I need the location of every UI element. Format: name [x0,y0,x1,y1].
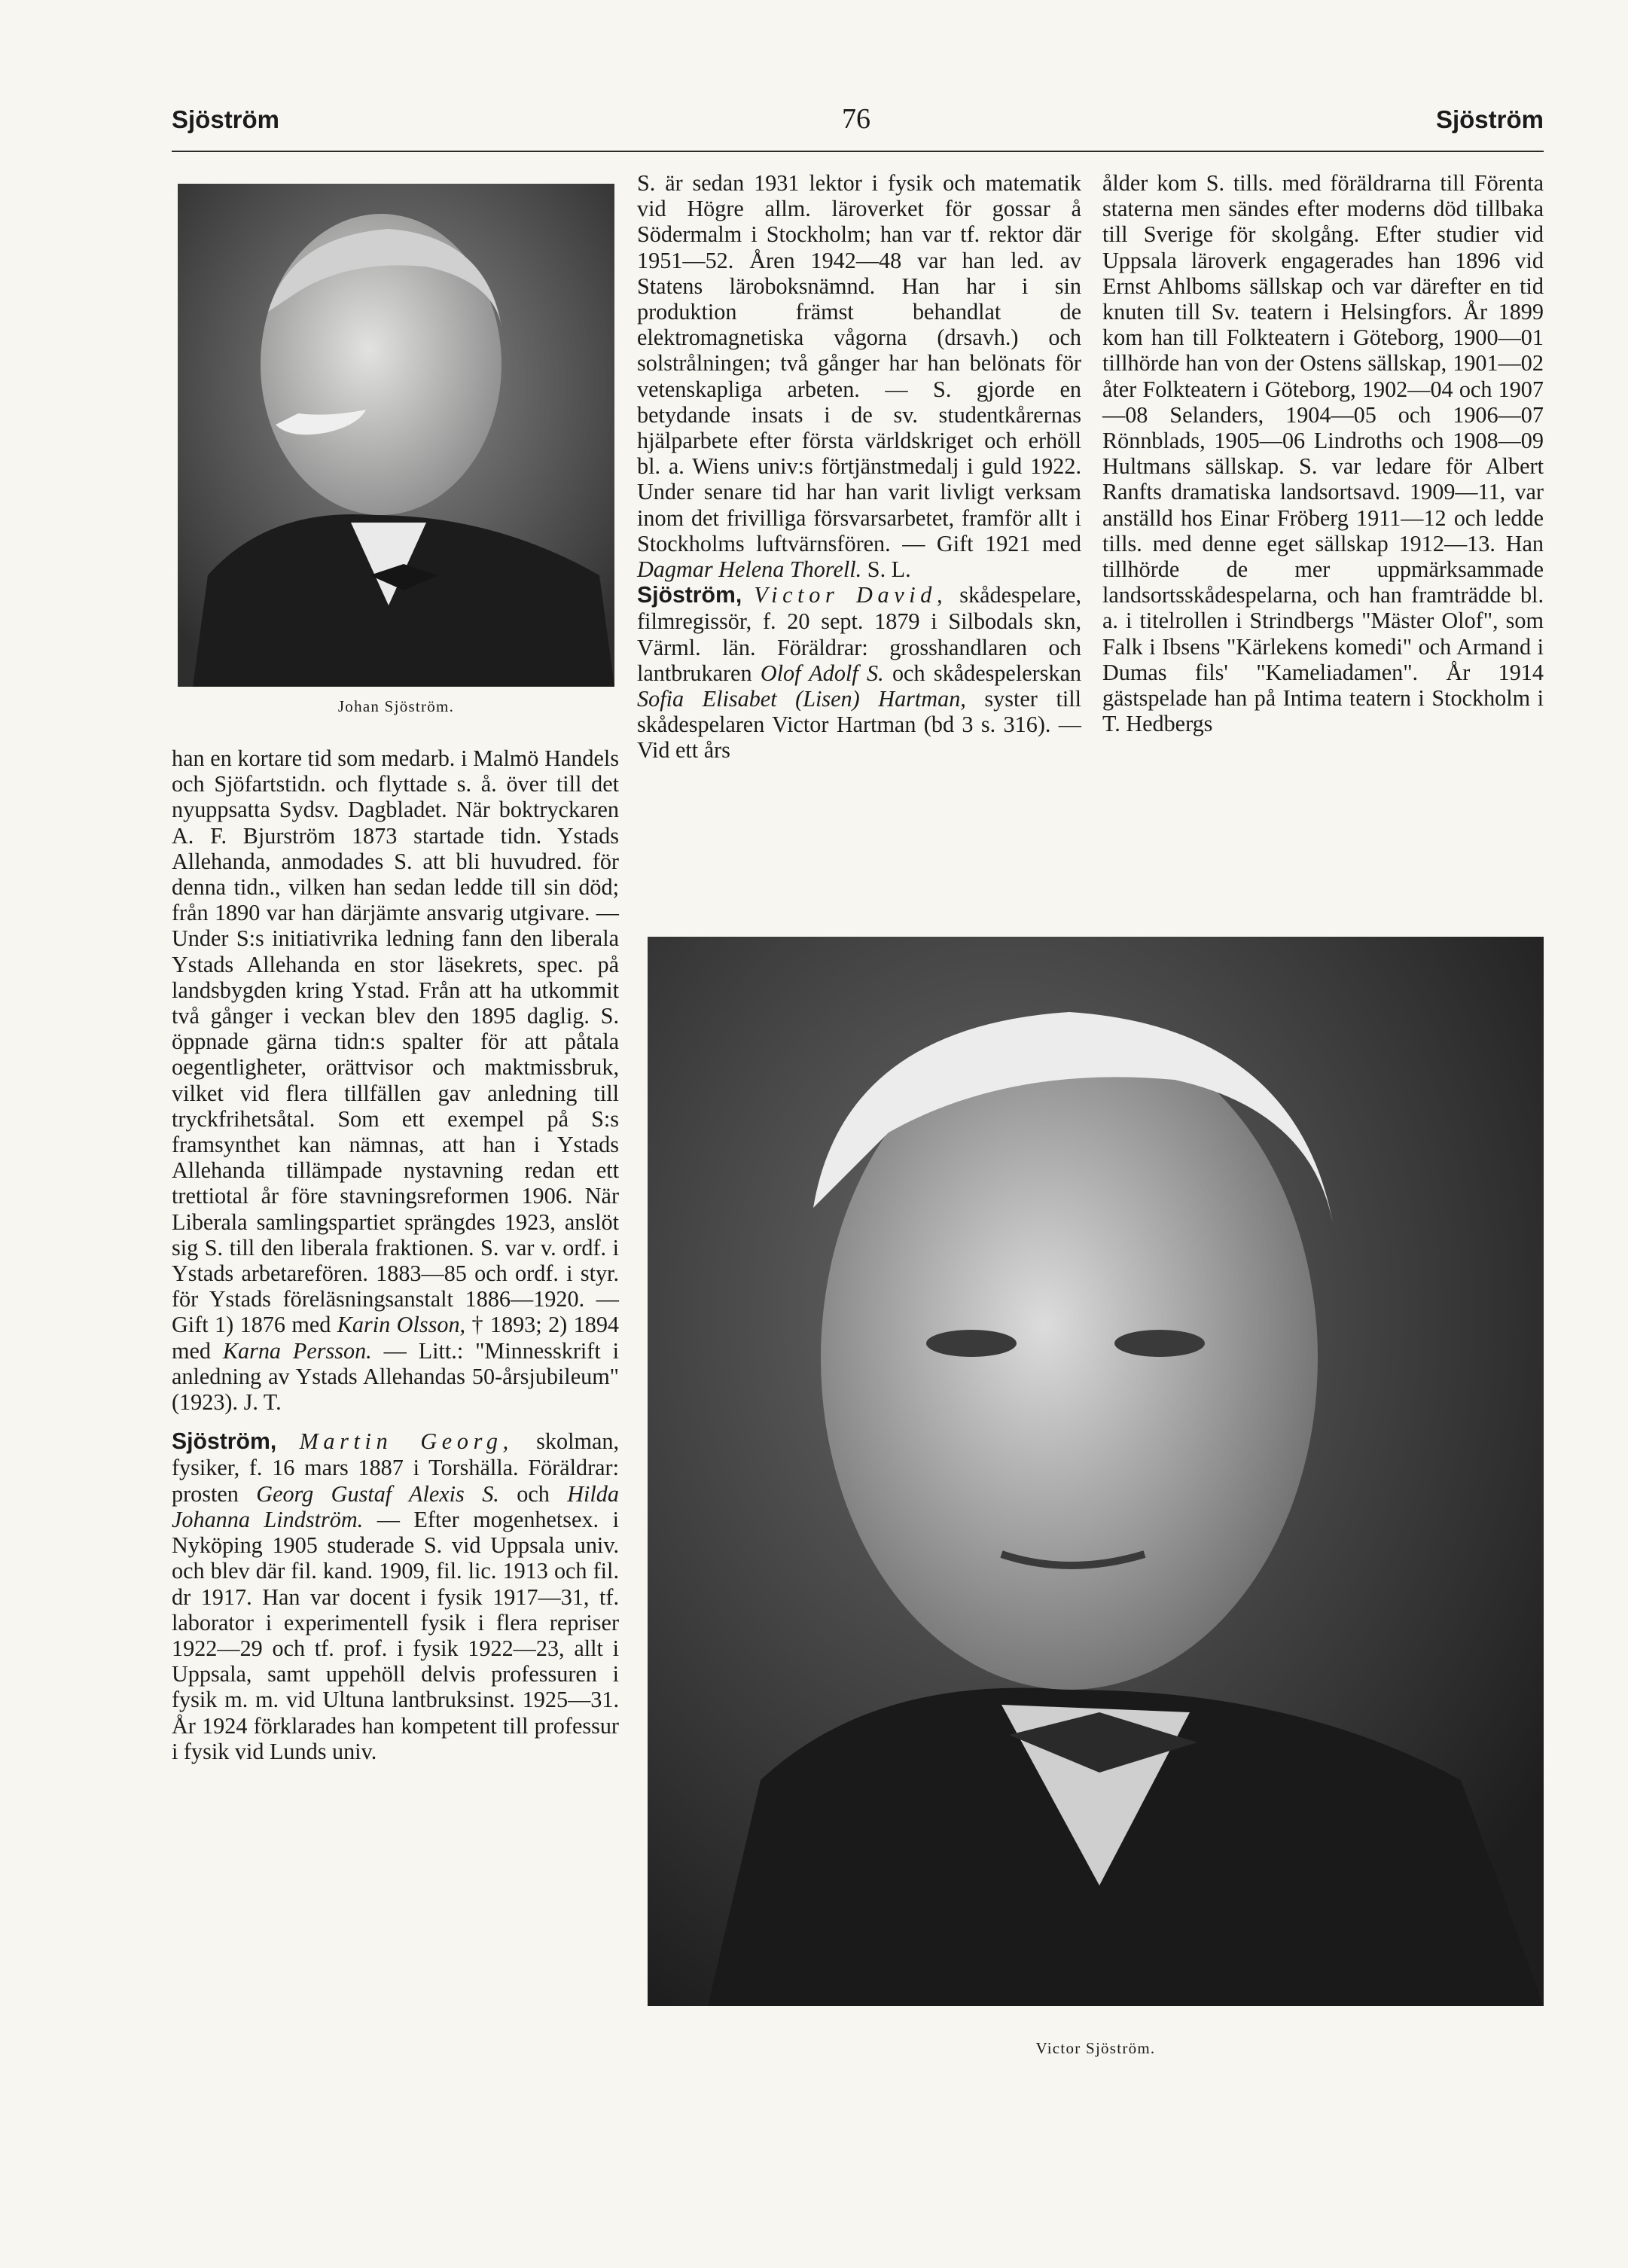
header-right-name: Sjöström [1435,105,1544,133]
portrait-victor-sjostrom [648,937,1544,2006]
column-left [172,745,619,1764]
caption-victor: Victor Sjöström. [1035,2039,1156,2057]
victor-entry-continued: ålder kom S. tills. med föräldrarna till Förenta staterna men sändes efter moderns död tillbaka till Sverige för skolgång. Efter studier vid Uppsala läroverk engagerades han 1896 vid Ernst Ahlboms sällskap och var därefter en tid knuten till Sv. teatern i Helsingfors. År 1899 kom han till Folkteatern i Göteborg, 1900—01 tillhörde han von der Ostens sällskap, 1901—02 åter Folkteatern i Göteborg, 1902—04 och 1907—08 Selanders, 1904—05 och 1906—07 Rönnblads, 1905—06 Lindroths och 1908—09 Hultmans sällskap. S. var ledare för Albert Ranfts dramatiska landsortsavd. 1909—11, var anställd hos Einar Fröberg 1911—12 och ledde tills. med denne eget sällskap 1912—13. Han tillhörde de mer uppmärksammade landsortsskådespelarna, och han framträdde bl. a. i titelrollen i Strindbergs "Mäster Olof", som Falk i Ibsens "Kärlekens komedi" och Armand i Dumas fils' "Kameliadamen". År 1914 gästspelade han på Intima teatern i Stockholm i T. Hedbergs [1102,170,1544,737]
caption-johan: Johan Sjöström. [337,697,455,715]
column-middle [637,170,1081,764]
portrait-johan-sjostrom [178,184,614,687]
running-header [172,105,1544,151]
johan-entry-continued: han en kortare tid som medarb. i Malmö Handels och Sjöfartstidn. och flyttade s. å. över till det nyuppsatta Sydsv. Dagbladet. När boktryckaren A. F. Bjurström 1873 startade tidn. Ystads Allehanda, anmodades S. att bli huvudred. för denna tidn., vilken han sedan ledde till sin död; från 1890 var han därjämte ansvarig utgivare. — Under S:s initiativrika ledning fann den liberala Ystads Allehanda en stor läsekrets, spec. på landsbygden kring Ystad. Från att ha utkommit två gånger i veckan blev den 1895 daglig. S. öppnade gärna tidn:s spalter för att påtala oegentligheter, orättvisor och maktmissbruk, vilket vid flera tillfällen gav anledning till tryckfrihetsåtal. Som ett exempel på S:s framsynthet kan nämnas, att han i Ystads Allehanda tillämpade nystavning redan ett trettiotal år före stavningsreformen 1906. När Liberala samlingspartiet sprängdes 1923, anslöt sig S. till den liberala fraktionen. S. var v. ordf. i Ystads arbetarefören. 1883—85 och ordf. i styr. för Ystads föreläsningsanstalt 1886—1920. — Gift 1) 1876 med Karin Olsson, † 1893; 2) 1894 med Karna Persson. — Litt.: "Minnesskrift i anledning av Ystads Allehandas 50-årsjubileum" (1923). J. T. [172,745,620,1416]
header-rule [172,151,1544,152]
column-right [1102,170,1544,736]
page-number: 76 [842,103,870,135]
martin-sjostrom-entry: Sjöström, Martin Georg, skolman, fysiker, f. 16 mars 1887 i Torshälla. Föräldrar: prosten Georg Gustaf Alexis S. och Hilda Johanna Lindström. — Efter mogenhetsex. i Nyköping 1905 studerade S. vid Uppsala univ. och blev där fil. kand. 1909, fil. lic. 1913 och fil. dr 1917. Han var docent i fysik 1917—31, tf. laborator i experimentell fysik i flera repriser 1922—29 och tf. prof. i fysik 1922—23, allt i Uppsala, samt uppehöll delvis professuren i fysik m. m. vid Ultuna lantbruksinst. 1925—31. År 1924 förklarades han kompetent till professur i fysik vid Lunds univ. [172,1428,619,1764]
victor-sjostrom-entry: Sjöström, Victor David, skådespelare, filmregissör, f. 20 sept. 1879 i Silbodals skn, Värml. län. Föräldrar: grosshandlaren och lantbrukaren Olof Adolf S. och skådespelerskan Sofia Elisabet (Lisen) Hartman, syster till skådespelaren Victor Hartman (bd 3 s. 316). — Vid ett års [637,582,1082,764]
martin-entry-continued: S. är sedan 1931 lektor i fysik och matematik vid Högre allm. läroverket för gossar å Södermalm i Stockholm; han var tf. rektor där 1951—52. Åren 1942—48 var han led. av Statens läroboksnämnd. Han har i sin produktion främst behandlat de elektromagnetiska vågorna (drsavh.) och solstrålningen; två gånger har han belönats för vetenskapliga arbeten. — S. gjorde en betydande insats i de sv. studentkårernas hjälparbete efter första världskriget och erhöll bl. a. Wiens univ:s förtjänstmedalj i guld 1922. Under senare tid har han varit livligt verksam inom det frivilliga försvarsarbetet, framför allt i Stockholms luftvärnsfören. — Gift 1921 med Dagmar Helena Thorell. S. L. [637,170,1081,583]
header-left-name: Sjöström [172,105,280,133]
